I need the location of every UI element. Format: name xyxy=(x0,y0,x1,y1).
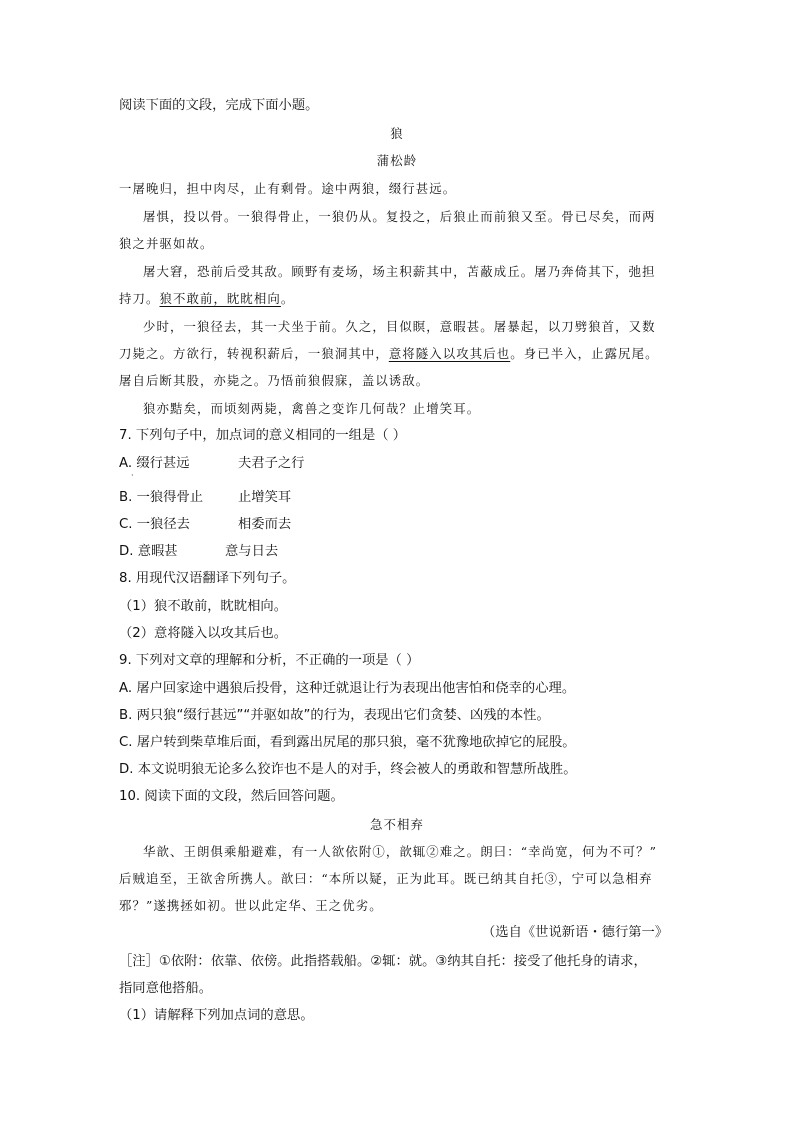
question-7-stem: 7. 下列句子中，加点词的意义相同的一组是（ ） xyxy=(119,428,407,443)
q8-item: （2）意将隧入以攻其后也。 xyxy=(119,626,288,641)
passage-text: 持刀。 xyxy=(119,291,160,306)
passage-paragraph-cont xyxy=(119,290,294,308)
passage-author: 蒲松龄 xyxy=(376,153,418,168)
passage-paragraph-cont xyxy=(119,345,659,363)
q9-option-c: C. 屠户转到柴草堆后面，看到露出尻尾的那只狼，毫不犹豫地砍掉它的屁股。 xyxy=(119,735,576,750)
question-8-stem: 8. 用现代汉语翻译下列句子。 xyxy=(119,571,296,586)
passage-2-source: （选自《世说新语・德行第一》 xyxy=(482,925,669,940)
passage-2-paragraph: 华歆、王朗俱乘船避难，有一人欲依附①，歆辄②难之。朗曰：“幸尚宽，何为不可？” xyxy=(143,844,658,859)
q9-option-b: B. 两只狼“缀行甚远”“并驱如故”的行为，表现出它们贪婪、凶残的本性。 xyxy=(119,708,550,723)
passage-paragraph: 少时，一狼径去，其一犬坐于前。久之，目似瞑，意暇甚。屠暴起，以刀劈狼首，又数 xyxy=(143,319,656,334)
q10-subquestion-1: （1）请解释下列加点词的意思。 xyxy=(119,1008,314,1023)
passage-paragraph: 一屠晚归，担中肉尽，止有剩骨。途中两狼，缀行甚远。 xyxy=(119,181,457,196)
passage-2-paragraph-cont: 邪？”遂携拯如初。世以此定华、王之优劣。 xyxy=(119,898,383,913)
q7-option-c-right: 相委而去 xyxy=(238,517,292,532)
q7-option-c-left: C. 一狼径去 xyxy=(119,517,190,532)
passage-2-paragraph-cont: 后贼追至，王欲舍所携人。歆曰：“本所以疑，正为此耳。既已纳其自托③，宁可以急相弃 xyxy=(119,871,653,886)
passage-text: 。身已半入，止露尻尾。 xyxy=(510,346,659,361)
passage-paragraph: 狼亦黠矣，而顷刻两毙，禽兽之变诈几何哉？止增笑耳。 xyxy=(143,401,481,416)
q7-option-d-right: 意与日去 xyxy=(225,544,279,559)
passage-2-title: 急不相弃 xyxy=(370,817,424,832)
q7-option-a-left: A. 缀行甚远 xyxy=(119,456,190,471)
q9-option-a: A. 屠户回家途中遇狼后投骨，这种迁就退让行为表现出他害怕和侥幸的心理。 xyxy=(119,681,576,696)
q7-option-a-right: 夫君子之行 xyxy=(238,456,305,471)
underlined-sentence: 意将隧入以攻其后也 xyxy=(388,346,511,361)
question-10-stem: 10. 阅读下面的文段，然后回答问题。 xyxy=(119,789,344,804)
question-9-stem: 9. 下列对文章的理解和分析，不正确的一项是（ ） xyxy=(119,653,420,668)
q7-option-b-right: 止增笑耳 xyxy=(238,490,292,505)
passage-text: 。 xyxy=(280,291,295,306)
passage-paragraph-cont: 屠自后断其股，亦毙之。乃悟前狼假寐，盖以诱敌。 xyxy=(119,373,430,388)
passage-paragraph: 屠大窘，恐前后受其敌。顾野有麦场，场主积薪其中，苫蔽成丘。屠乃奔倚其下，弛担 xyxy=(143,264,656,279)
intro-instruction: 阅读下面的文段，完成下面小题。 xyxy=(119,98,319,113)
passage-paragraph: 屠惧，投以骨。一狼得骨止，一狼仍从。复投之，后狼止而前狼又至。骨已尽矣，而两 xyxy=(143,209,656,224)
q8-item: （1）狼不敢前，眈眈相向。 xyxy=(119,599,288,614)
footnote-cont: 指同意他搭船。 xyxy=(119,981,213,996)
q9-option-d: D. 本文说明狼无论多么狡诈也不是人的对手，终会被人的勇敢和智慧所战胜。 xyxy=(119,762,577,777)
passage-paragraph-cont: 狼之并驱如故。 xyxy=(119,236,214,251)
footnote: ［注］①依附：依靠、依傍。此指搭载船。②辄：就。③纳其自托：接受了他托身的请求， xyxy=(119,954,647,969)
q7-option-b-left: B. 一狼得骨止 xyxy=(119,490,204,505)
passage-text: 刀毙之。方欲行，转视积薪后，一狼洞其中， xyxy=(119,346,389,361)
underlined-sentence: 狼不敢前，眈眈相向 xyxy=(159,291,281,306)
emphasis-dot: · xyxy=(131,471,134,480)
q7-option-d-left: D. 意暇甚 xyxy=(119,544,178,559)
passage-title: 狼 xyxy=(390,126,404,141)
